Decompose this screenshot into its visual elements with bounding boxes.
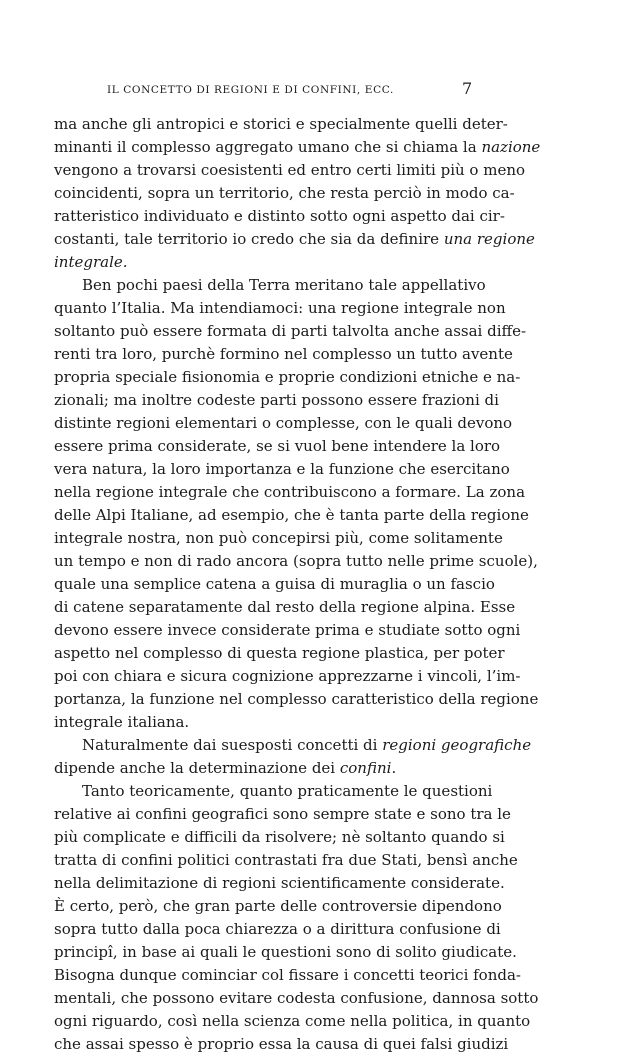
text-line bbox=[54, 412, 513, 435]
italic-span: regioni geografiche bbox=[382, 736, 532, 754]
page-number: 7 bbox=[462, 79, 473, 98]
text-span: nella delimitazione di regioni scientificamente considerate. bbox=[54, 874, 505, 892]
italic-span: nazione bbox=[481, 138, 541, 156]
text-line bbox=[54, 159, 526, 182]
text-span: tratta di confini politici contrastati fra due Stati, bensì anche bbox=[54, 851, 518, 869]
text-line bbox=[54, 1033, 509, 1056]
text-line bbox=[54, 1010, 531, 1033]
text-span: distinte regioni elementari o complesse, con le quali devono bbox=[54, 414, 513, 432]
text-span: zionali; ma inoltre codeste parti possono essere frazioni di bbox=[54, 391, 499, 409]
text-span: costanti, tale territorio io credo che sia da definire bbox=[54, 230, 444, 248]
paragraph bbox=[54, 734, 532, 780]
text-span: quale una semplice catena a guisa di muraglia o un fascio bbox=[54, 575, 495, 593]
text-span: renti tra loro, purchè formino nel complesso un tutto avente bbox=[54, 345, 513, 363]
text-span: ma anche gli antropici e storici e specialmente quelli deter- bbox=[54, 115, 508, 133]
text-span: nella regione integrale che contribuiscono a formare. La zona bbox=[54, 483, 526, 501]
text-span: sopra tutto dalla poca chiarezza o a dirittura confusione di bbox=[54, 920, 501, 938]
text-line bbox=[54, 987, 539, 1010]
text-line bbox=[54, 872, 505, 895]
running-head: IL CONCETTO DI REGIONI E DI CONFINI, ECC. bbox=[107, 84, 394, 96]
text-line bbox=[54, 205, 505, 228]
text-span: poi con chiara e sicura cognizione apprezzarne i vincoli, l’im- bbox=[54, 667, 521, 685]
text-line bbox=[54, 573, 495, 596]
body-text bbox=[54, 113, 541, 1056]
text-span: mentali, che possono evitare codesta confusione, dannosa sotto bbox=[54, 989, 539, 1007]
text-span: propria speciale fisionomia e proprie condizioni etniche e na- bbox=[54, 368, 521, 386]
text-line bbox=[54, 458, 510, 481]
text-span: integrale italiana. bbox=[54, 713, 190, 731]
text-line bbox=[54, 734, 532, 757]
text-span: ratteristico individuato e distinto sotto ogni aspetto dai cir- bbox=[54, 207, 505, 225]
paragraph bbox=[54, 274, 539, 734]
text-line bbox=[54, 964, 521, 987]
text-line bbox=[54, 481, 526, 504]
italic-span: una regione bbox=[443, 230, 535, 248]
text-span: vengono a trovarsi coesistenti ed entro certi limiti più o meno bbox=[54, 161, 526, 179]
text-line bbox=[54, 366, 521, 389]
text-span: Bisogna dunque cominciar col fissare i concetti teorici fonda- bbox=[54, 966, 521, 984]
text-span: vera natura, la loro importanza e la funzione che esercitano bbox=[54, 460, 510, 478]
text-span: che assai spesso è proprio essa la causa di quei falsi giudizi bbox=[54, 1035, 509, 1053]
text-line bbox=[54, 596, 516, 619]
text-line bbox=[54, 228, 535, 251]
text-span: . bbox=[391, 759, 397, 777]
text-line bbox=[54, 182, 515, 205]
text-line bbox=[54, 780, 493, 803]
text-span: devono essere invece considerate prima e studiate sotto ogni bbox=[54, 621, 521, 639]
paragraph bbox=[54, 113, 541, 274]
text-line bbox=[54, 918, 501, 941]
text-line bbox=[54, 895, 502, 918]
text-span: un tempo e non di rado ancora (sopra tutto nelle prime scuole), bbox=[54, 552, 538, 570]
text-line bbox=[54, 527, 503, 550]
text-span: relative ai confini geografici sono sempre state e sono tra le bbox=[54, 805, 511, 823]
text-line bbox=[54, 550, 538, 573]
text-line bbox=[54, 504, 529, 527]
text-span: essere prima considerate, se si vuol bene intendere la loro bbox=[54, 437, 501, 455]
text-line bbox=[54, 619, 521, 642]
italic-span: integrale. bbox=[54, 253, 128, 271]
text-span: Naturalmente dai suesposti concetti di bbox=[82, 736, 383, 754]
text-line bbox=[54, 274, 486, 297]
text-line bbox=[54, 711, 474, 734]
text-line bbox=[54, 113, 508, 136]
text-line bbox=[54, 665, 521, 688]
text-span: delle Alpi Italiane, ad esempio, che è tanta parte della regione bbox=[54, 506, 529, 524]
text-span: Tanto teoricamente, quanto praticamente le questioni bbox=[82, 782, 493, 800]
text-line bbox=[54, 688, 539, 711]
text-span: di catene separatamente dal resto della regione alpina. Esse bbox=[54, 598, 516, 616]
text-line bbox=[54, 803, 511, 826]
paragraph bbox=[54, 780, 539, 1056]
text-span: minanti il complesso aggregato umano che si chiama la bbox=[54, 138, 482, 156]
text-span: integrale nostra, non può concepirsi più, come solitamente bbox=[54, 529, 503, 547]
italic-span: confini bbox=[339, 759, 392, 777]
text-span: dipende anche la determinazione dei bbox=[54, 759, 340, 777]
text-span: soltanto può essere formata di parti talvolta anche assai diffe- bbox=[54, 322, 527, 340]
text-span: ogni riguardo, così nella scienza come nella politica, in quanto bbox=[54, 1012, 531, 1030]
text-line bbox=[54, 757, 474, 780]
text-line bbox=[54, 251, 474, 274]
text-line bbox=[54, 849, 518, 872]
text-line bbox=[54, 941, 517, 964]
text-span: principî, in base ai quali le questioni sono di solito giudicate. bbox=[54, 943, 517, 961]
text-span: quanto l’Italia. Ma intendiamoci: una regione integrale non bbox=[54, 299, 506, 317]
text-line bbox=[54, 343, 513, 366]
text-span: portanza, la funzione nel complesso caratteristico della regione bbox=[54, 690, 539, 708]
text-line bbox=[54, 297, 506, 320]
text-line bbox=[54, 389, 499, 412]
text-span: Ben pochi paesi della Terra meritano tale appellativo bbox=[82, 276, 486, 294]
text-span: coincidenti, sopra un territorio, che resta perciò in modo ca- bbox=[54, 184, 515, 202]
text-line bbox=[54, 136, 541, 159]
text-line bbox=[54, 826, 505, 849]
text-line bbox=[54, 642, 505, 665]
text-line bbox=[54, 435, 501, 458]
text-line bbox=[54, 320, 527, 343]
text-span: È certo, però, che gran parte delle controversie dipendono bbox=[54, 897, 502, 915]
text-span: aspetto nel complesso di questa regione plastica, per poter bbox=[54, 644, 505, 662]
text-span: più complicate e difficili da risolvere; nè soltanto quando si bbox=[54, 828, 505, 846]
